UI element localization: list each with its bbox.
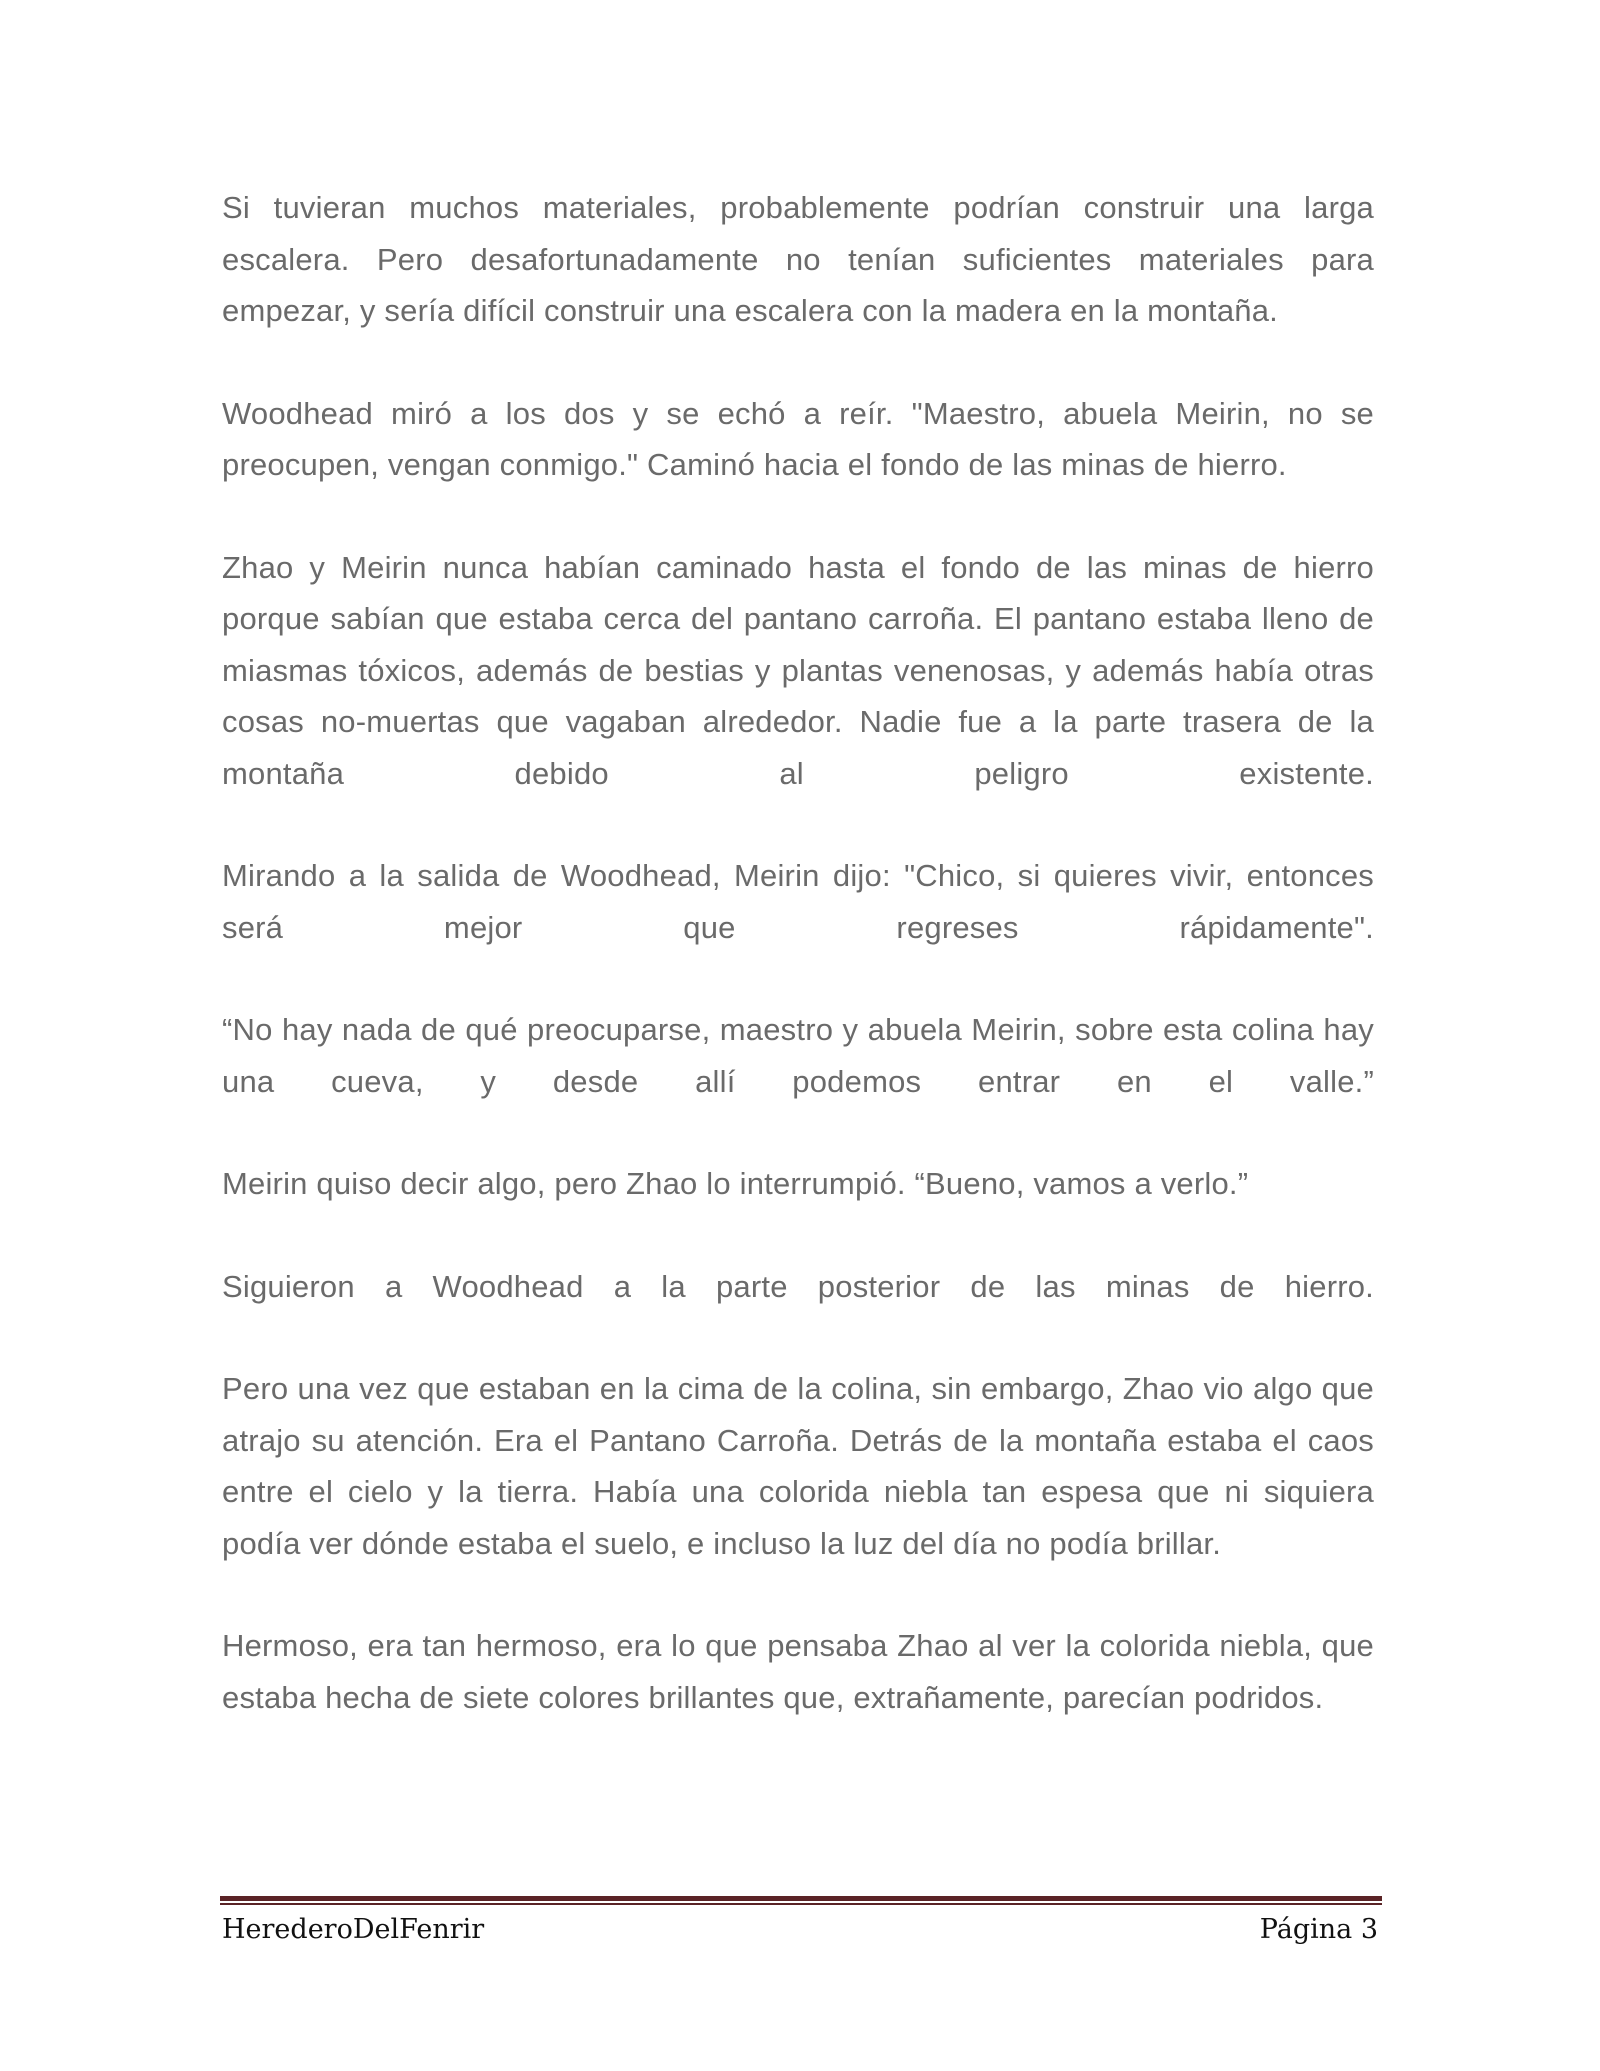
paragraph-7: Siguieron a Woodhead a la parte posterior de las minas de hierro. <box>222 1268 1374 1304</box>
page-body <box>222 182 1374 1774</box>
paragraph-3: Zhao y Meirin nunca habían caminado hasta el fondo de las minas de hierro porque sabían que estaba cerca del pantano carroña. El pantano estaba lleno de miasmas tóxicos, además de bestias y plantas venenosas, y además había otras cosas no-muertas que vagaban alrededor. Nadie fue a la parte trasera de la montaña debido al peligro existente. <box>222 549 1374 791</box>
paragraph-8: Pero una vez que estaban en la cima de la colina, sin embargo, Zhao vio algo que atrajo su atención. Era el Pantano Carroña. Detrás de la montaña estaba el caos entre el cielo y la tierra. Había una colorida niebla tan espesa que ni siquiera podía ver dónde estaba el suelo, e incluso la luz del día no podía brillar. <box>222 1371 1374 1561</box>
paragraph-4: Mirando a la salida de Woodhead, Meirin dijo: "Chico, si quieres vivir, entonces será mejor que regreses rápidamente". <box>222 858 1374 945</box>
paragraph-5: “No hay nada de qué preocuparse, maestro y abuela Meirin, sobre esta colina hay una cueva, y desde allí podemos entrar en el valle.” <box>222 1012 1374 1099</box>
footer-author: HerederoDelFenrir <box>222 1914 485 1945</box>
footer-divider <box>220 1896 1382 1906</box>
paragraph-9: Hermoso, era tan hermoso, era lo que pensaba Zhao al ver la colorida niebla, que estaba hecha de siete colores brillantes que, extrañamente, parecían podridos. <box>222 1628 1374 1715</box>
paragraph-6: Meirin quiso decir algo, pero Zhao lo interrumpió. “Bueno, vamos a verlo.” <box>222 1166 1249 1201</box>
paragraph-2: Woodhead miró a los dos y se echó a reír. "Maestro, abuela Meirin, no se preocupen, vengan conmigo." Caminó hacia el fondo de las minas de hierro. <box>222 395 1374 482</box>
footer-divider-thick <box>220 1896 1382 1901</box>
footer-divider-thin <box>220 1903 1382 1905</box>
paragraph-1: Si tuvieran muchos materiales, probablemente podrían construir una larga escalera. Pero desafortunadamente no tenían suficientes materiales para empezar, y sería difícil construir una escalera con la madera en la montaña. <box>222 190 1374 328</box>
footer-page-number: Página 3 <box>1259 1914 1378 1945</box>
